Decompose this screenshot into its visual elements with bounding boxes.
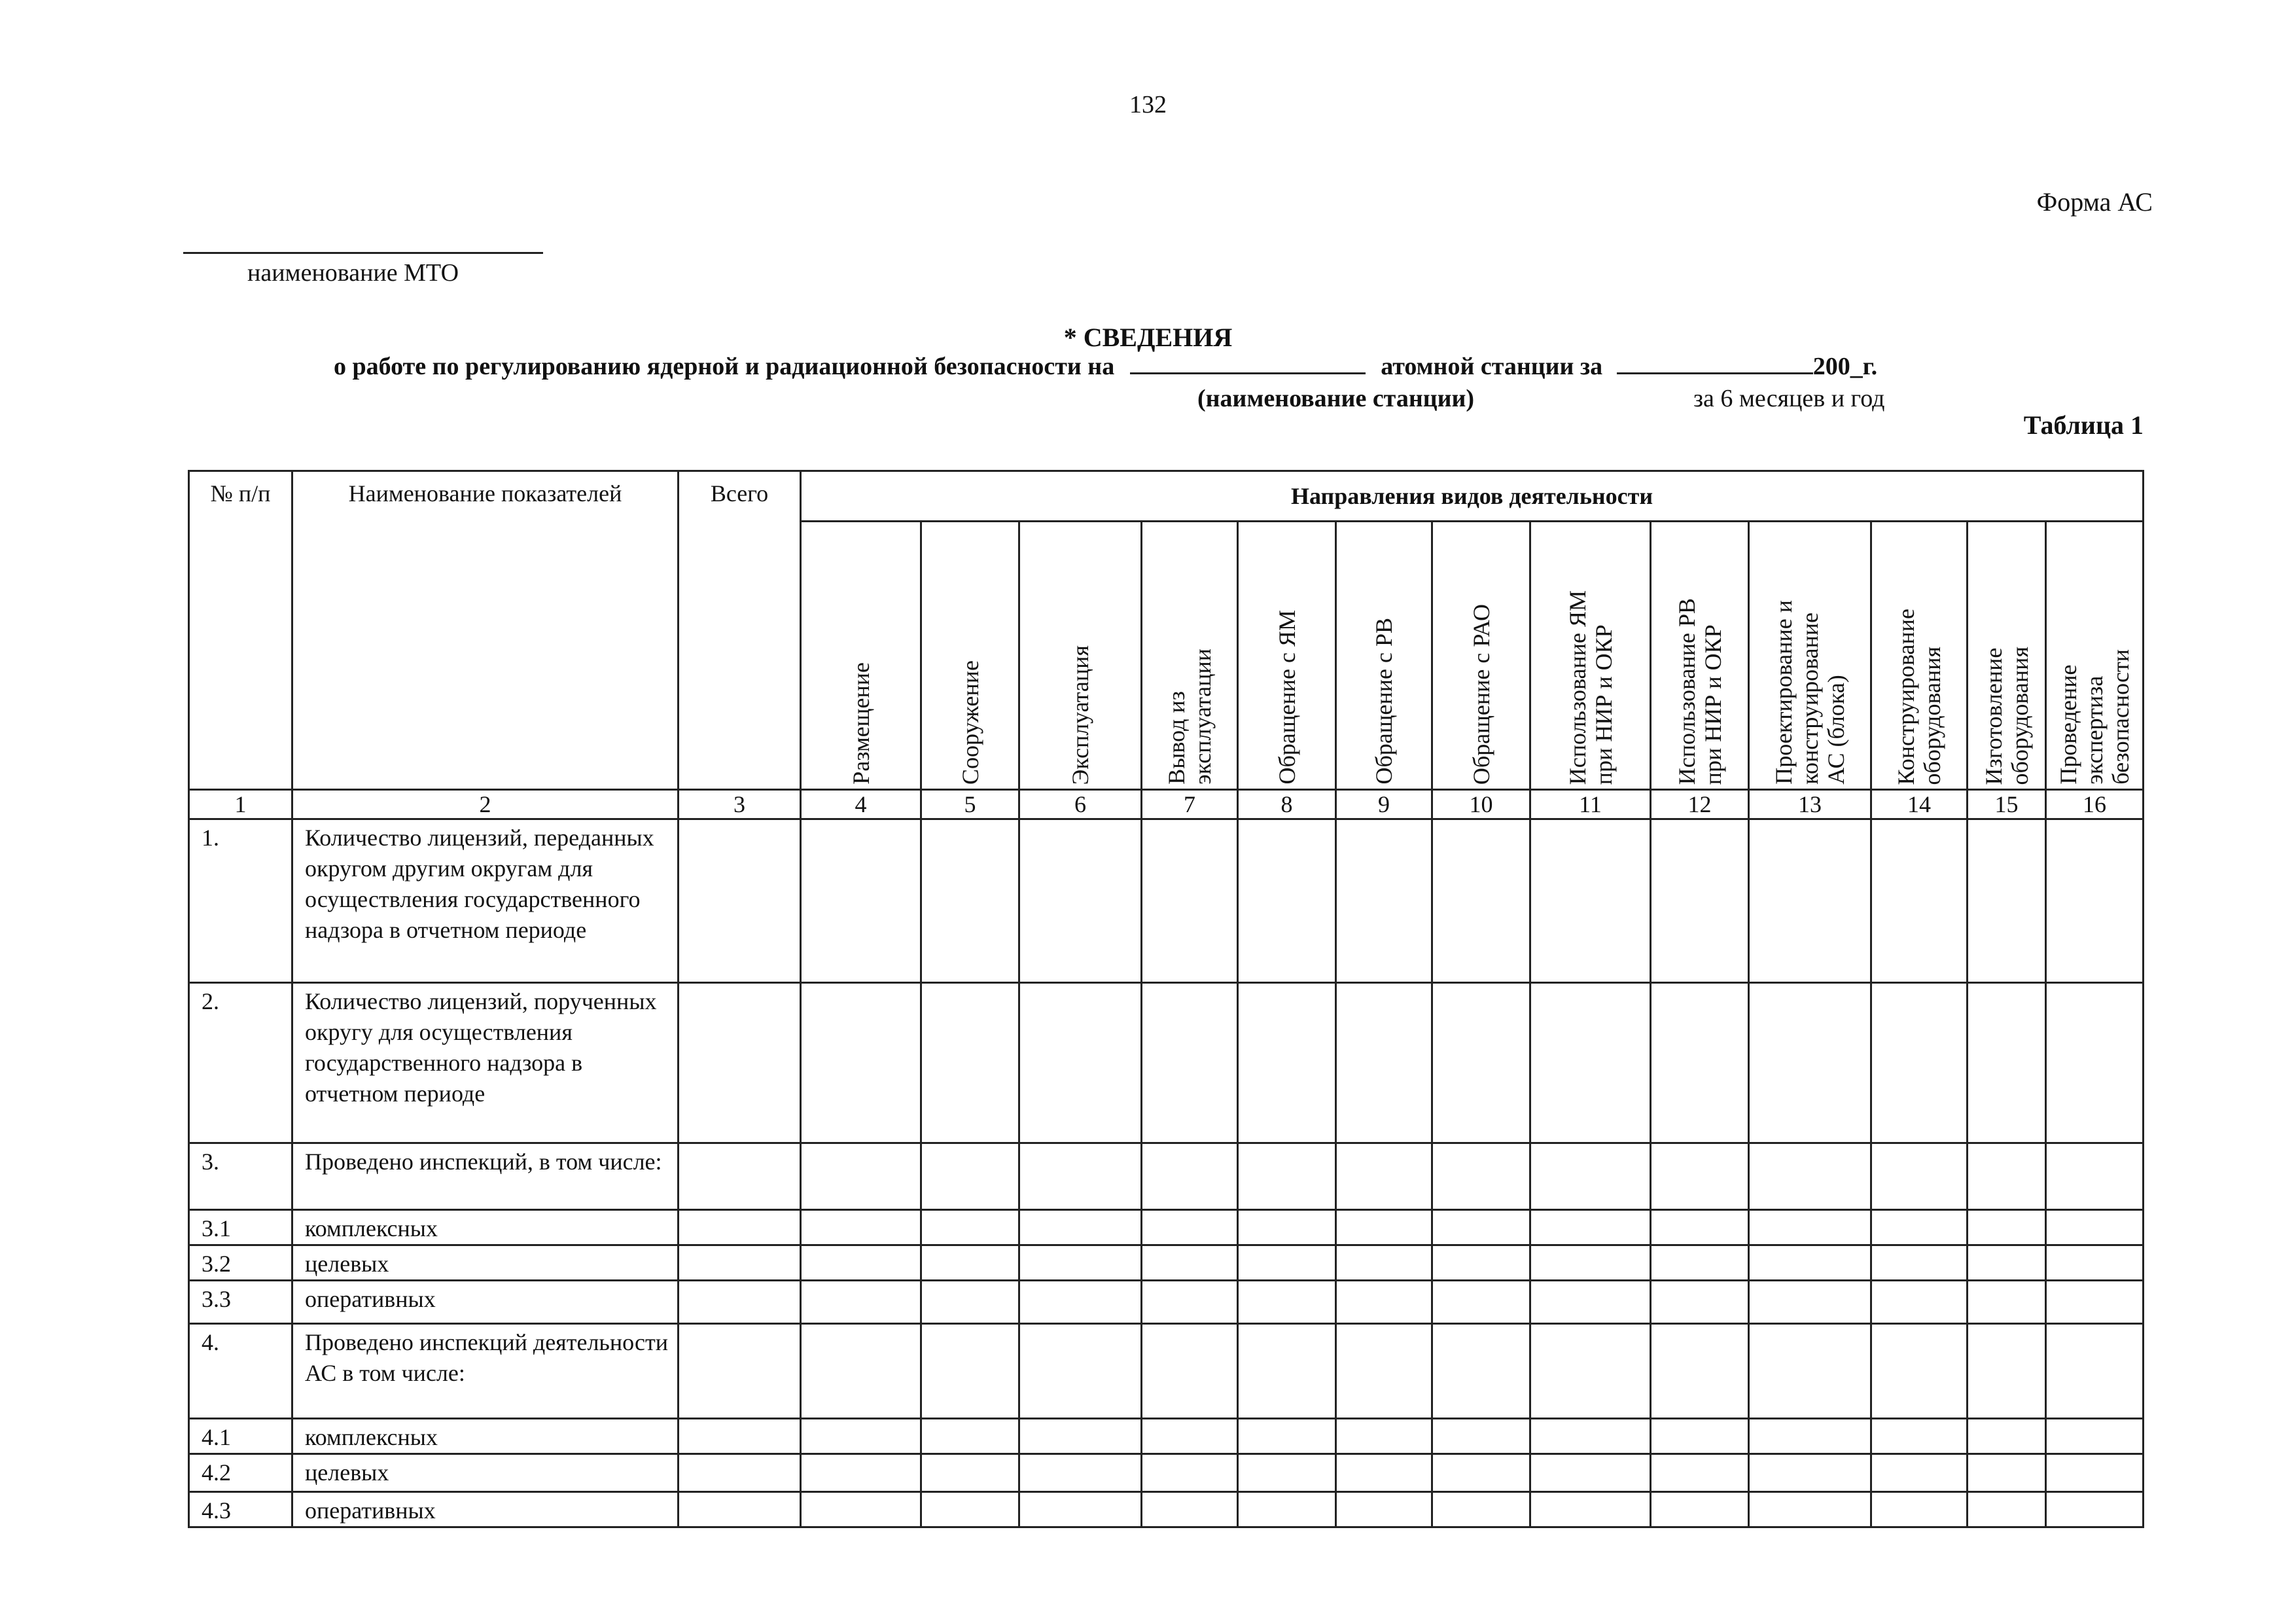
row-indicator-name: комплексных — [292, 1210, 679, 1245]
value-cell[interactable] — [1142, 1281, 1238, 1324]
value-cell[interactable] — [1432, 1245, 1530, 1281]
value-cell[interactable] — [921, 1281, 1019, 1324]
value-cell[interactable] — [1968, 1419, 2046, 1454]
document-title: * СВЕДЕНИЯ — [1063, 323, 1233, 352]
value-cell[interactable] — [1336, 983, 1432, 1143]
header-name: Наименование показателей — [292, 471, 679, 790]
value-cell[interactable] — [801, 983, 921, 1143]
header-direction-label: Вывод из эксплуатации — [1163, 649, 1216, 785]
value-cell[interactable] — [1871, 1419, 1968, 1454]
row-number: 3.1 — [189, 1210, 292, 1245]
value-cell[interactable] — [1238, 1281, 1336, 1324]
value-cell[interactable] — [1968, 1492, 2046, 1527]
value-cell[interactable] — [2046, 1492, 2144, 1527]
value-cell[interactable] — [1238, 1492, 1336, 1527]
row-indicator-name: Количество лицензий, порученных округу для осуществления государственного надзора в отчетном периоде — [292, 983, 679, 1143]
header-direction-label: Обращение с РВ — [1371, 618, 1397, 785]
table-row — [189, 1324, 2144, 1419]
value-cell[interactable] — [1238, 1324, 1336, 1419]
mto-caption: наименование МТО — [247, 259, 459, 287]
value-cell[interactable] — [1871, 1245, 1968, 1281]
value-cell[interactable] — [1238, 1454, 1336, 1492]
form-label: Форма АС — [2036, 187, 2153, 217]
value-cell[interactable] — [1336, 1281, 1432, 1324]
value-cell[interactable] — [679, 1454, 801, 1492]
value-cell[interactable] — [1530, 983, 1651, 1143]
header-direction-label: Изготовление оборудования — [1980, 646, 2033, 785]
value-cell[interactable] — [1432, 1454, 1530, 1492]
header-direction-label: Проектирование и конструирование АС (блока) — [1771, 600, 1849, 785]
value-cell[interactable] — [1432, 1210, 1530, 1245]
value-cell[interactable] — [921, 1210, 1019, 1245]
row-indicator-name: Проведено инспекций, в том числе: — [292, 1143, 679, 1210]
column-number: 10 — [1432, 790, 1530, 819]
column-number: 5 — [921, 790, 1019, 819]
table-row — [189, 1419, 2144, 1454]
value-cell[interactable] — [1871, 983, 1968, 1143]
value-cell[interactable] — [1336, 1324, 1432, 1419]
period-caption: за 6 месяцев и год — [1693, 385, 1885, 412]
row-indicator-name: Проведено инспекций деятельности АС в том числе: — [292, 1324, 679, 1419]
value-cell[interactable] — [1238, 1143, 1336, 1210]
value-cell[interactable] — [1142, 819, 1238, 983]
row-indicator-name: Количество лицензий, переданных округом другим округам для осуществления государственного надзора в отчетном периоде — [292, 819, 679, 983]
column-number: 4 — [801, 790, 921, 819]
header-direction-12 — [1968, 522, 2046, 790]
table-row — [189, 1492, 2144, 1527]
value-cell[interactable] — [1238, 1245, 1336, 1281]
column-number: 16 — [2046, 790, 2144, 819]
value-cell[interactable] — [1432, 1281, 1530, 1324]
header-direction-3 — [1019, 522, 1142, 790]
header-total: Всего — [679, 471, 801, 790]
header-direction-label: Эксплуатация — [1067, 645, 1093, 785]
value-cell[interactable] — [1336, 1454, 1432, 1492]
header-direction-label: Обращение с ЯМ — [1273, 610, 1300, 785]
value-cell[interactable] — [1336, 819, 1432, 983]
value-cell[interactable] — [1530, 819, 1651, 983]
value-cell[interactable] — [1871, 1281, 1968, 1324]
header-direction-10 — [1749, 522, 1871, 790]
table-row — [189, 1143, 2144, 1210]
value-cell[interactable] — [1749, 1454, 1871, 1492]
value-cell[interactable] — [1432, 1143, 1530, 1210]
row-number: 4.3 — [189, 1492, 292, 1527]
value-cell[interactable] — [1019, 819, 1142, 983]
station-blank-line — [1130, 353, 1366, 374]
value-cell[interactable] — [1968, 1210, 2046, 1245]
header-direction-4 — [1142, 522, 1238, 790]
value-cell[interactable] — [1336, 1419, 1432, 1454]
value-cell[interactable] — [679, 819, 801, 983]
value-cell[interactable] — [1968, 983, 2046, 1143]
header-direction-7 — [1432, 522, 1530, 790]
value-cell[interactable] — [1019, 1492, 1142, 1527]
header-direction-label: Использование РВ при НИР и ОКР — [1673, 597, 1726, 785]
row-number: 1. — [189, 819, 292, 983]
value-cell[interactable] — [1238, 1210, 1336, 1245]
value-cell[interactable] — [1651, 1281, 1749, 1324]
header-direction-13 — [2046, 522, 2144, 790]
row-number: 3.2 — [189, 1245, 292, 1281]
value-cell[interactable] — [2046, 1143, 2144, 1210]
value-cell[interactable] — [1238, 1419, 1336, 1454]
value-cell[interactable] — [2046, 1454, 2144, 1492]
row-number: 3.3 — [189, 1281, 292, 1324]
value-cell[interactable] — [1432, 1492, 1530, 1527]
value-cell[interactable] — [2046, 1245, 2144, 1281]
value-cell[interactable] — [1968, 1454, 2046, 1492]
column-number: 11 — [1530, 790, 1651, 819]
value-cell[interactable] — [1749, 1210, 1871, 1245]
header-direction-9 — [1651, 522, 1749, 790]
value-cell[interactable] — [1142, 1143, 1238, 1210]
value-cell[interactable] — [2046, 1210, 2144, 1245]
value-cell[interactable] — [1019, 1281, 1142, 1324]
value-cell[interactable] — [1530, 1492, 1651, 1527]
value-cell[interactable] — [801, 1143, 921, 1210]
value-cell[interactable] — [1749, 1281, 1871, 1324]
table-row — [189, 1245, 2144, 1281]
value-cell[interactable] — [1142, 1245, 1238, 1281]
value-cell[interactable] — [1871, 1143, 1968, 1210]
value-cell[interactable] — [1871, 819, 1968, 983]
value-cell[interactable] — [1019, 983, 1142, 1143]
value-cell[interactable] — [1651, 1324, 1749, 1419]
value-cell[interactable] — [679, 983, 801, 1143]
column-number: 8 — [1238, 790, 1336, 819]
value-cell[interactable] — [1749, 1143, 1871, 1210]
value-cell[interactable] — [1142, 1492, 1238, 1527]
row-indicator-name: оперативных — [292, 1281, 679, 1324]
row-indicator-name: комплексных — [292, 1419, 679, 1454]
value-cell[interactable] — [1749, 983, 1871, 1143]
value-cell[interactable] — [1871, 1210, 1968, 1245]
value-cell[interactable] — [1651, 819, 1749, 983]
header-no: № п/п — [189, 471, 292, 790]
value-cell[interactable] — [1432, 1324, 1530, 1419]
value-cell[interactable] — [1968, 1324, 2046, 1419]
value-cell[interactable] — [801, 1281, 921, 1324]
subtitle-part-2: атомной станции за — [1381, 353, 1603, 380]
report-table — [188, 470, 2144, 1528]
value-cell[interactable] — [1142, 1419, 1238, 1454]
header-directions: Направления видов деятельности — [801, 471, 2144, 522]
value-cell[interactable] — [1019, 1245, 1142, 1281]
value-cell[interactable] — [1968, 819, 2046, 983]
value-cell[interactable] — [1530, 1281, 1651, 1324]
row-indicator-name: целевых — [292, 1454, 679, 1492]
value-cell[interactable] — [1019, 1210, 1142, 1245]
value-cell[interactable] — [801, 1492, 921, 1527]
value-cell[interactable] — [1432, 819, 1530, 983]
value-cell[interactable] — [679, 1210, 801, 1245]
value-cell[interactable] — [1238, 983, 1336, 1143]
value-cell[interactable] — [1871, 1324, 1968, 1419]
value-cell[interactable] — [679, 1419, 801, 1454]
value-cell[interactable] — [1238, 819, 1336, 983]
value-cell[interactable] — [1142, 1210, 1238, 1245]
header-direction-label: Использование ЯМ при НИР и ОКР — [1564, 590, 1617, 785]
value-cell[interactable] — [1142, 1454, 1238, 1492]
header-direction-label: Размещение — [847, 662, 874, 785]
column-number: 1 — [189, 790, 292, 819]
value-cell[interactable] — [679, 1281, 801, 1324]
value-cell[interactable] — [801, 1324, 921, 1419]
value-cell[interactable] — [1530, 1454, 1651, 1492]
value-cell[interactable] — [2046, 819, 2144, 983]
table-row — [189, 1454, 2144, 1492]
header-direction-label: Сооружение — [957, 660, 983, 785]
value-cell[interactable] — [1749, 1492, 1871, 1527]
value-cell[interactable] — [921, 1492, 1019, 1527]
value-cell[interactable] — [921, 1143, 1019, 1210]
value-cell[interactable] — [679, 1245, 801, 1281]
value-cell[interactable] — [1651, 1210, 1749, 1245]
value-cell[interactable] — [921, 1419, 1019, 1454]
value-cell[interactable] — [1432, 983, 1530, 1143]
header-direction-8 — [1530, 522, 1651, 790]
value-cell[interactable] — [1336, 1492, 1432, 1527]
column-number: 9 — [1336, 790, 1432, 819]
value-cell[interactable] — [921, 819, 1019, 983]
value-cell[interactable] — [1019, 1454, 1142, 1492]
value-cell[interactable] — [921, 1454, 1019, 1492]
value-cell[interactable] — [1651, 983, 1749, 1143]
header-direction-2 — [921, 522, 1019, 790]
value-cell[interactable] — [679, 1324, 801, 1419]
value-cell[interactable] — [1530, 1143, 1651, 1210]
value-cell[interactable] — [1749, 1324, 1871, 1419]
row-indicator-name: оперативных — [292, 1492, 679, 1527]
header-direction-label: Проведение экспертиза безопасности — [2055, 649, 2134, 785]
station-caption: (наименование станции) — [1197, 385, 1475, 412]
value-cell[interactable] — [1019, 1143, 1142, 1210]
value-cell[interactable] — [801, 1210, 921, 1245]
table-row — [189, 1210, 2144, 1245]
value-cell[interactable] — [1871, 1492, 1968, 1527]
header-direction-6 — [1336, 522, 1432, 790]
value-cell[interactable] — [1142, 1324, 1238, 1419]
subtitle-part-3: 200_г. — [1812, 353, 1878, 380]
row-indicator-name: целевых — [292, 1245, 679, 1281]
table-row — [189, 983, 2144, 1143]
value-cell[interactable] — [1432, 1419, 1530, 1454]
header-direction-5 — [1238, 522, 1336, 790]
value-cell[interactable] — [2046, 1419, 2144, 1454]
value-cell[interactable] — [1530, 1419, 1651, 1454]
value-cell[interactable] — [1336, 1143, 1432, 1210]
value-cell[interactable] — [1968, 1281, 2046, 1324]
value-cell[interactable] — [1651, 1454, 1749, 1492]
value-cell[interactable] — [1749, 1419, 1871, 1454]
value-cell[interactable] — [1530, 1245, 1651, 1281]
value-cell[interactable] — [921, 1245, 1019, 1281]
value-cell[interactable] — [679, 1143, 801, 1210]
value-cell[interactable] — [1336, 1210, 1432, 1245]
value-cell[interactable] — [1749, 1245, 1871, 1281]
value-cell[interactable] — [1651, 1419, 1749, 1454]
value-cell[interactable] — [1019, 1324, 1142, 1419]
column-number-row — [189, 790, 2144, 819]
row-number: 4.1 — [189, 1419, 292, 1454]
column-number: 13 — [1749, 790, 1871, 819]
value-cell[interactable] — [801, 1454, 921, 1492]
column-number: 3 — [679, 790, 801, 819]
row-number: 4. — [189, 1324, 292, 1419]
value-cell[interactable] — [1968, 1143, 2046, 1210]
value-cell[interactable] — [801, 1419, 921, 1454]
value-cell[interactable] — [801, 1245, 921, 1281]
value-cell[interactable] — [1871, 1454, 1968, 1492]
header-direction-11 — [1871, 522, 1968, 790]
subtitle-part-1: о работе по регулированию ядерной и радиационной безопасности на — [334, 353, 1115, 380]
column-number: 6 — [1019, 790, 1142, 819]
value-cell[interactable] — [1651, 1245, 1749, 1281]
value-cell[interactable] — [921, 983, 1019, 1143]
table-label: Таблица 1 — [2023, 410, 2144, 440]
table-row — [189, 1281, 2144, 1324]
row-number: 2. — [189, 983, 292, 1143]
header-direction-1 — [801, 522, 921, 790]
value-cell[interactable] — [1336, 1245, 1432, 1281]
value-cell[interactable] — [1142, 983, 1238, 1143]
row-number: 4.2 — [189, 1454, 292, 1492]
value-cell[interactable] — [1530, 1210, 1651, 1245]
period-blank-line — [1617, 353, 1813, 374]
column-number: 15 — [1968, 790, 2046, 819]
value-cell[interactable] — [679, 1492, 801, 1527]
header-direction-label: Обращение с РАО — [1468, 603, 1494, 785]
table-row — [189, 819, 2144, 983]
value-cell[interactable] — [2046, 1281, 2144, 1324]
value-cell[interactable] — [2046, 1324, 2144, 1419]
value-cell[interactable] — [1968, 1245, 2046, 1281]
column-number: 7 — [1142, 790, 1238, 819]
header-row-1 — [189, 471, 2144, 522]
document-subtitle — [334, 352, 1877, 381]
column-number: 12 — [1651, 790, 1749, 819]
value-cell[interactable] — [1019, 1419, 1142, 1454]
value-cell[interactable] — [2046, 983, 2144, 1143]
header-direction-label: Конструирование оборудования — [1893, 608, 1945, 785]
value-cell[interactable] — [801, 819, 921, 983]
value-cell[interactable] — [1651, 1492, 1749, 1527]
value-cell[interactable] — [1651, 1143, 1749, 1210]
mto-blank-line — [183, 252, 543, 254]
row-number: 3. — [189, 1143, 292, 1210]
value-cell[interactable] — [921, 1324, 1019, 1419]
column-number: 2 — [292, 790, 679, 819]
column-number: 14 — [1871, 790, 1968, 819]
value-cell[interactable] — [1749, 819, 1871, 983]
page-number: 132 — [1129, 91, 1167, 118]
value-cell[interactable] — [1530, 1324, 1651, 1419]
